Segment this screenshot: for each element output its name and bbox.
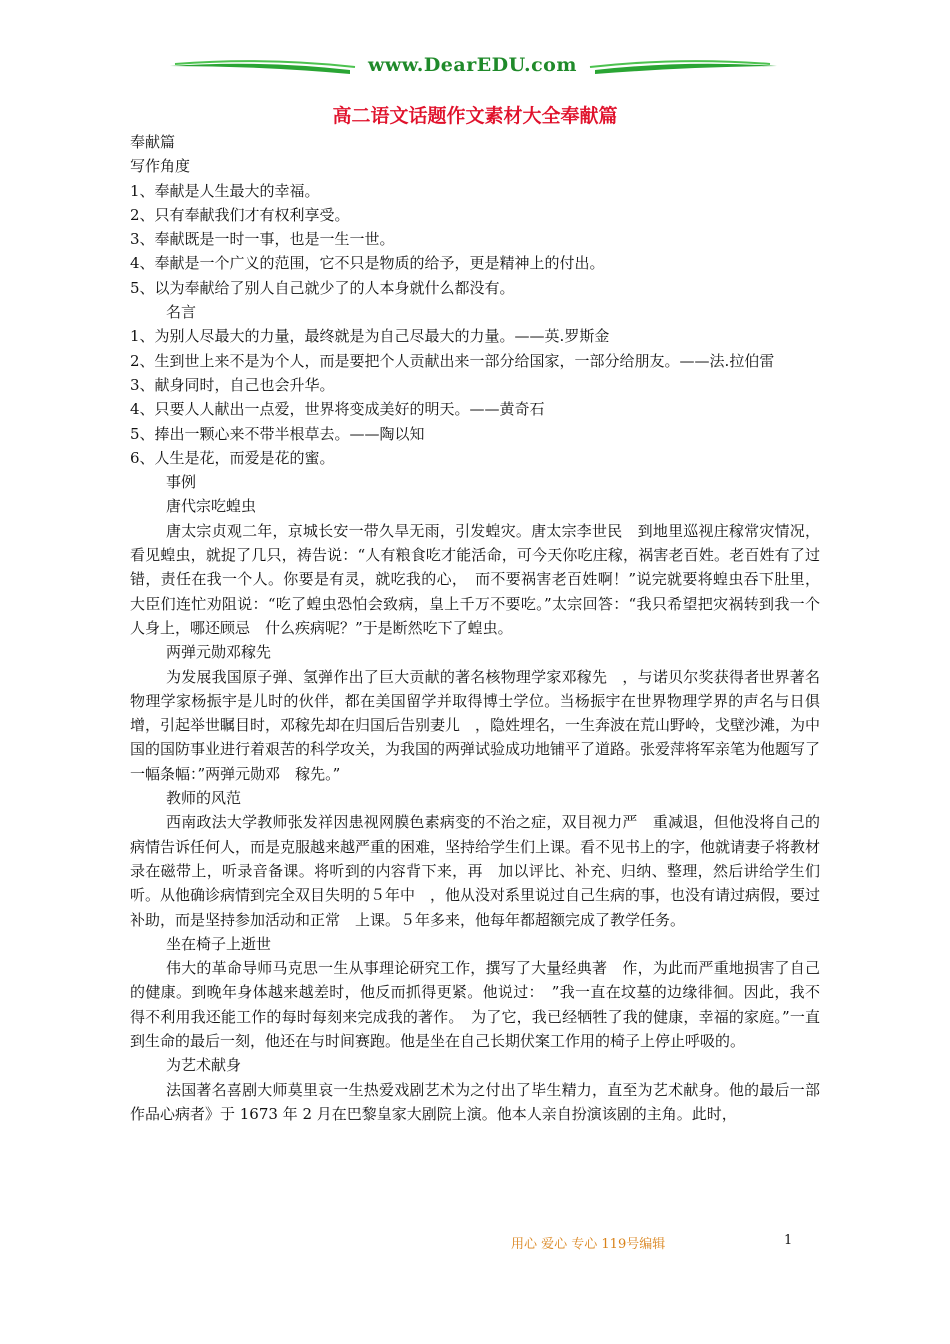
example-paragraph: 法国著名喜剧大师莫里哀一生热爱戏剧艺术为之付出了毕生精力，直至为艺术献身。他的最后一部作品心病者》于 1673 年 2 月在巴黎皇家大剧院上演。他本人亲自扮演该剧的主角。此时， — [130, 1080, 820, 1123]
example-paragraph: 西南政法大学教师张发祥因患视网膜色素病变的不治之症，双目视力严 重减退，但他没将自己的病情告诉任何人，而是克服越来越严重的困难，坚持给学生们上课。看不见书上的字，他就请妻子将教材录在磁带上，听录音备课。将听到的内容背下来，再 加以评比、补充、归纳、整理，然后讲给学生们听。从他确诊病情到完全双目失明的５年中 ，他从没对系里说过自己生病的事，也没有请过病假，要过补助，而是坚持参加活动和正常 上课。５年多来，他每年都超额完成了教学任务。 — [130, 813, 821, 929]
example-heading: 唐代宗吃蝗虫 — [166, 497, 257, 516]
section-heading: 名言 — [166, 303, 197, 322]
quote-item: 2、生到世上来不是为个人，而是要把个人贡献出来一部分给国家，一部分给朋友。——法.拉伯雷 — [130, 351, 775, 370]
example-paragraph: 伟大的革命导师马克思一生从事理论研究工作，撰写了大量经典著 作，为此而严重地损害了自己的健康。到晚年身体越来越差时，他反而抓得更紧。他说过： ”我一直在坟墓的边缘徘徊。因此，我不得不利用我还能工作的每时每刻来完成我的著作。 为了它，我已经牺牲了我的健康，幸福的家庭。”一直到生命的最后一刻，他还在与时间赛跑。他是坐在自己长期伏案工作用的椅子上停止呼吸的。 — [130, 959, 820, 1050]
example-heading: 教师的风范 — [166, 789, 242, 808]
list-item: 5、以为奉献给了别人自己就少了的人本身就什么都没有。 — [130, 278, 515, 297]
example-paragraph: 唐太宗贞观二年，京城长安一带久旱无雨，引发蝗灾。唐太宗李世民 到地里巡视庄稼常灾情况，看见蝗虫，就捉了几只，祷告说：“人有粮食吃才能活命，可今天你吃庄稼，祸害老百姓。老百姓有了过错，责任在我一个人。你要是有灵，就吃我的心， 而不要祸害老百姓啊！”说完就要将蝗虫吞下肚里，大臣们连忙劝阻说：“吃了蝗虫恐怕会致病，皇上千万不要吃。”太宗回答：“我只希望把灾祸转到我一个人身上，哪还顾忌 什么疾病呢？”于是断然吃下了蝗虫。 — [130, 521, 820, 637]
list-item: 2、只有奉献我们才有权利享受。 — [130, 205, 350, 224]
site-url: www.DearEDU.com — [368, 54, 577, 76]
quote-item: 1、为别人尽最大的力量，最终就是为自己尽最大的力量。——英.罗斯金 — [130, 327, 610, 346]
quote-item: 4、只要人人献出一点爱，世界将变成美好的明天。——黄奇石 — [130, 400, 545, 419]
section-heading: 事例 — [166, 473, 197, 492]
page-number: 1 — [784, 1233, 793, 1248]
quote-item: 3、献身同时，自己也会升华。 — [130, 375, 335, 394]
document-body — [130, 130, 820, 1126]
list-item: 1、奉献是人生最大的幸福。 — [130, 181, 320, 200]
example-heading: 为艺术献身 — [166, 1056, 242, 1075]
list-item: 4、奉献是一个广义的范围，它不只是物质的给予，更是精神上的付出。 — [130, 254, 605, 273]
footer-note: 用心 爱心 专心 119号编辑 — [511, 1237, 666, 1252]
example-heading: 两弹元勋邓稼先 — [166, 643, 272, 662]
list-item: 3、奉献既是一时一事，也是一生一世。 — [130, 230, 395, 249]
example-paragraph: 为发展我国原子弹、氢弹作出了巨大贡献的著名核物理学家邓稼先 ，与诺贝尔奖获得者世界著名物理学家杨振宇是儿时的伙伴，都在美国留学并取得博士学位。当杨振宇在世界物理学界的声名与日俱增，引起举世瞩目时，邓稼先却在归国后告别妻儿 ，隐姓埋名，一生奔波在荒山野岭，戈壁沙滩，为中国的国防事业进行着艰苦的科学攻关，为我国的两弹试验成功地铺平了道路。张爱萍将军亲笔为他题写了一幅条幅：”两弹元勋邓 稼先。” — [130, 667, 821, 783]
quote-item: 6、人生是花，而爱是花的蜜。 — [130, 448, 335, 467]
example-heading: 坐在椅子上逝世 — [166, 934, 272, 953]
section-heading: 奉献篇 — [130, 133, 176, 151]
quote-item: 5、捧出一颗心来不带半根草去。——陶以知 — [130, 424, 425, 443]
section-heading: 写作角度 — [130, 157, 191, 176]
header-banner — [165, 52, 780, 94]
document-title: 高二语文话题作文素材大全奉献篇 — [332, 105, 618, 127]
